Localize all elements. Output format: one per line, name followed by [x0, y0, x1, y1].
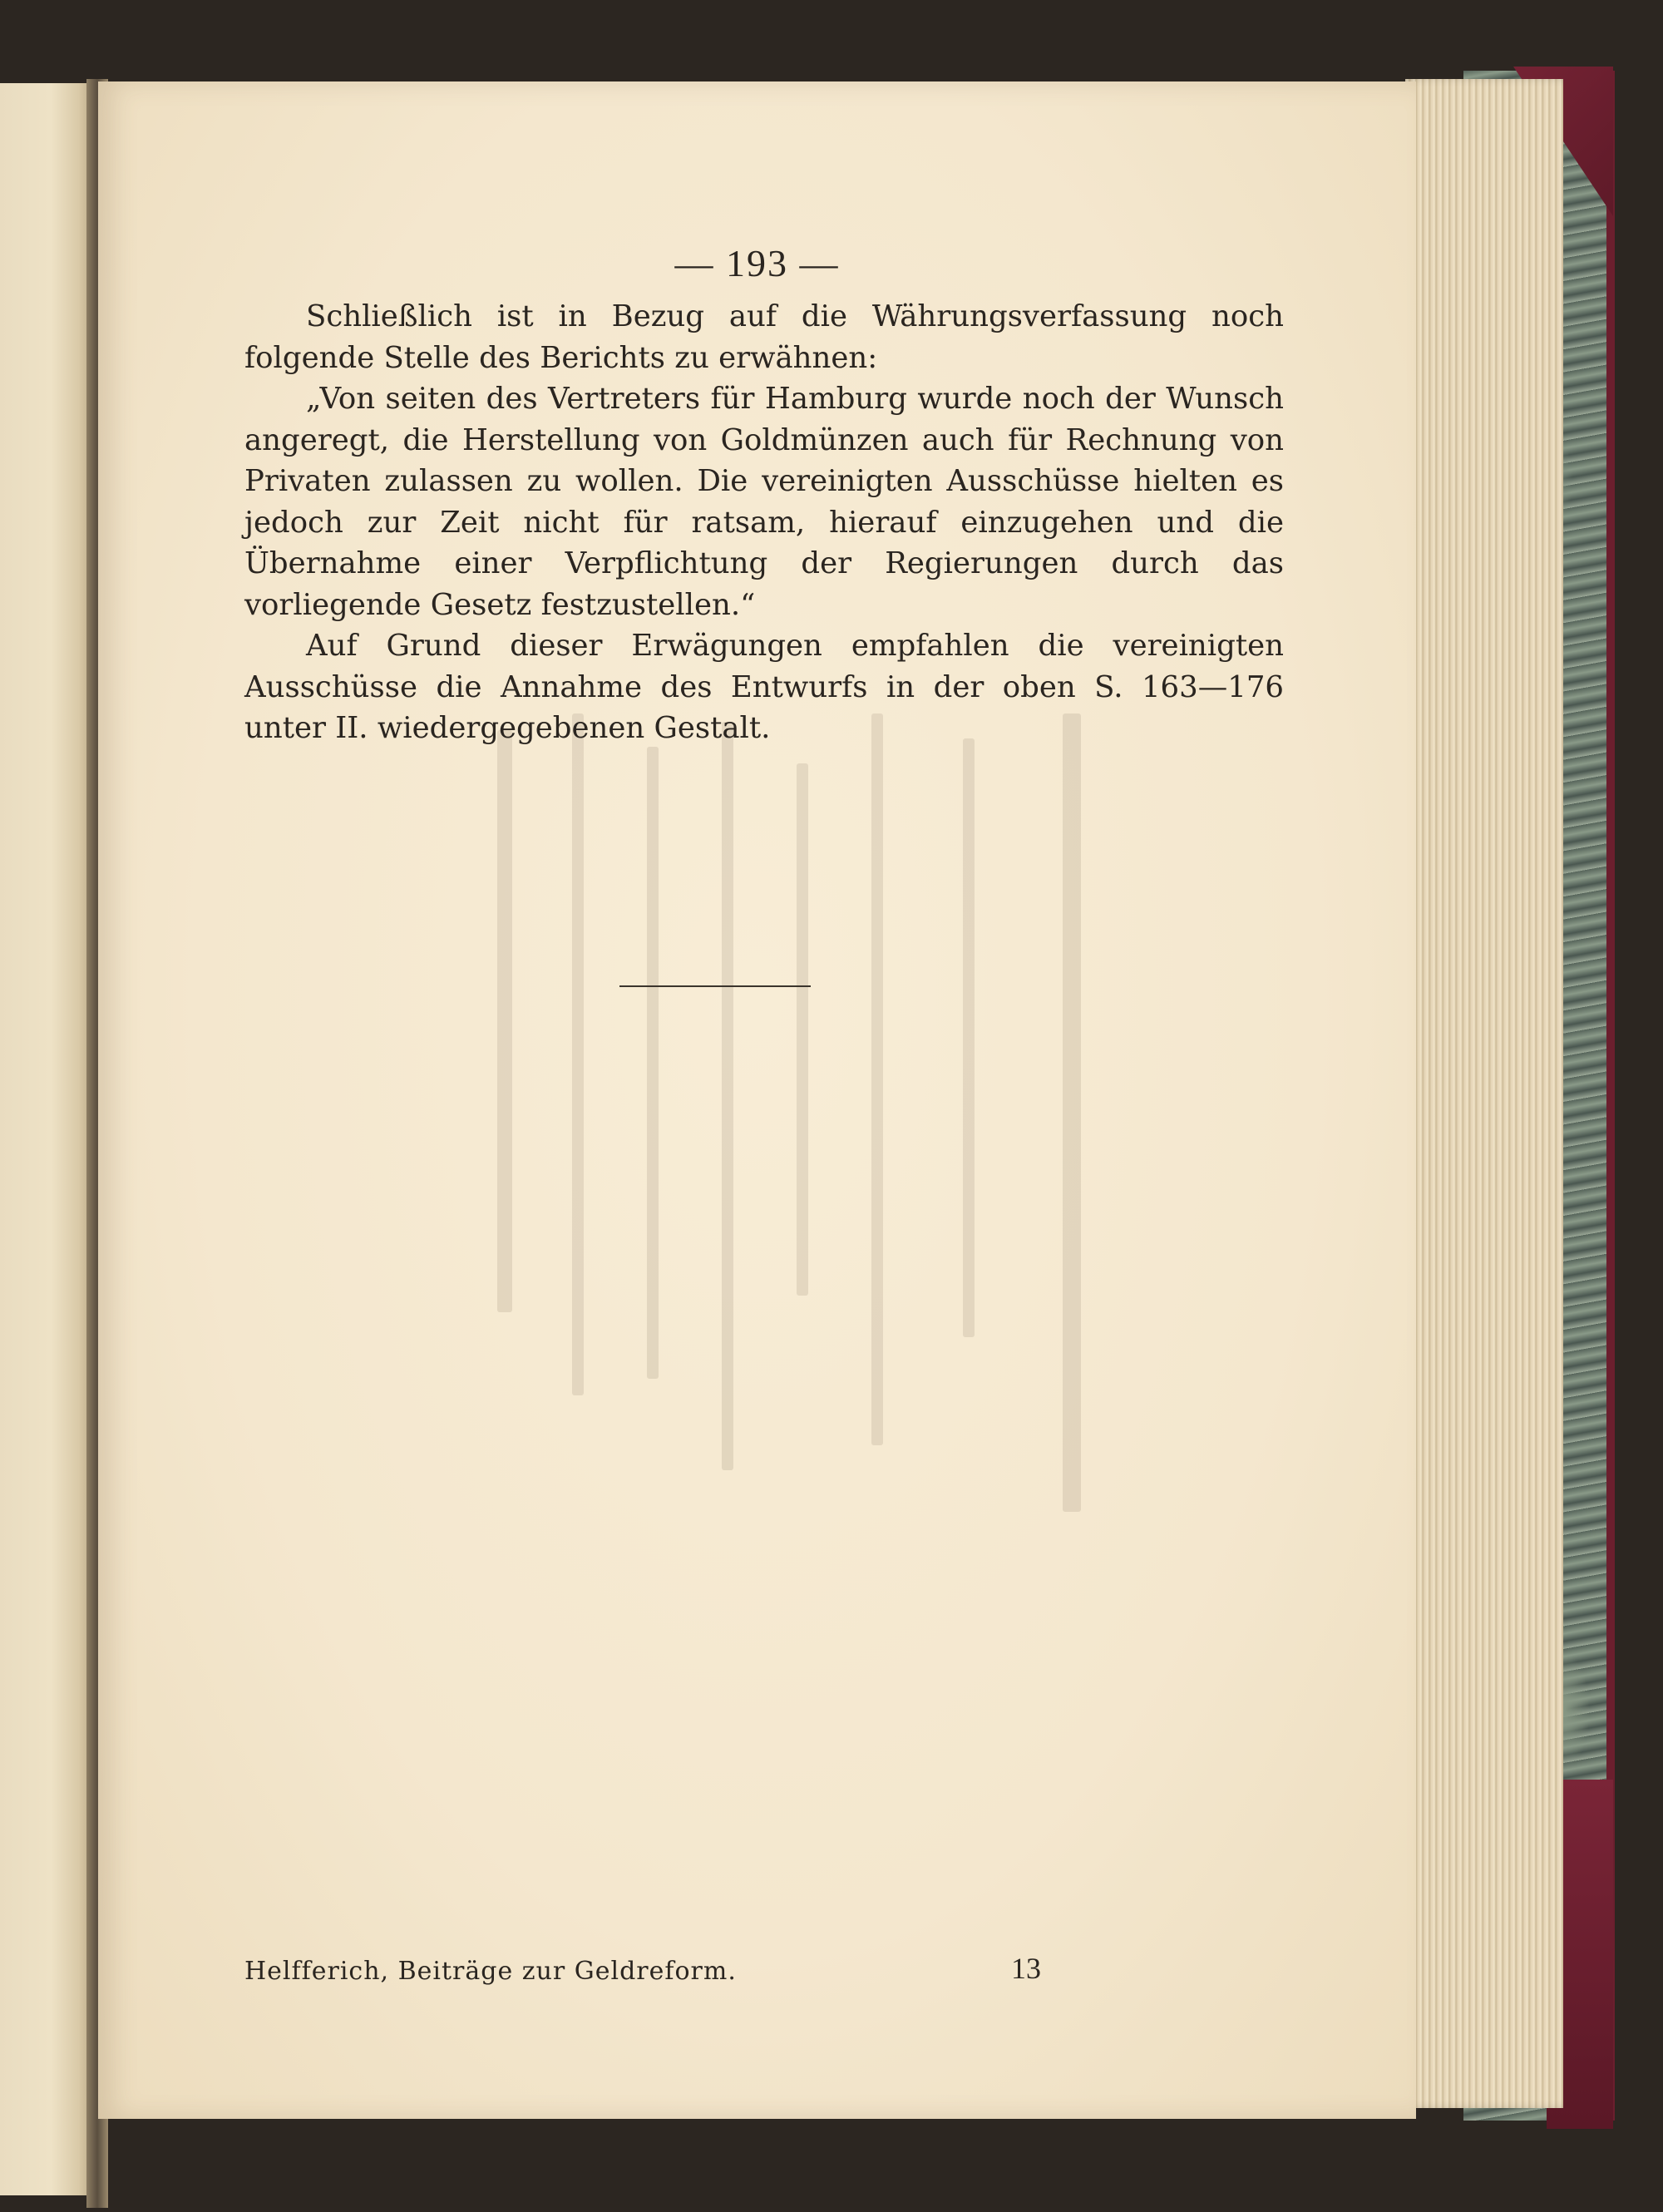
- book-page: [98, 81, 1416, 2119]
- page-number: — 193 —: [674, 242, 840, 284]
- paragraph: Schließlich ist in Bezug auf die Währungsverfassung noch folgende Stelle des Berichts zu erwähnen:: [244, 299, 1284, 375]
- section-end-rule: [619, 985, 811, 987]
- show-through-text: [397, 713, 1229, 1878]
- paragraph: Auf Grund dieser Erwägungen empfahlen die vereinigten Ausschüsse die Annahme des Entwurfs in der oben S. 163—176 unter II. wiedergegebenen Gestalt.: [244, 629, 1284, 745]
- footer-author: Helfferich, Beiträge zur Geldreform.: [244, 1957, 737, 1986]
- footer-signature-mark: 13: [1011, 1952, 1041, 1985]
- previous-page-edge: [0, 83, 93, 2195]
- paragraph-quote: „Von seiten des Vertreters für Hamburg wurde noch der Wunsch angeregt, die Herstellung von Goldmünzen auch für Rechnung von Privaten zulassen zu wollen. Die vereinigten Ausschüsse hielten es jedoch zur Zeit nicht für ratsam, hierauf einzugehen und die Übernahme einer Verpflichtung der Regierungen durch das vorliegende Gesetz festzustellen.“: [244, 382, 1284, 622]
- page-edges-stack: [1405, 79, 1563, 2108]
- body-text: [244, 296, 1284, 749]
